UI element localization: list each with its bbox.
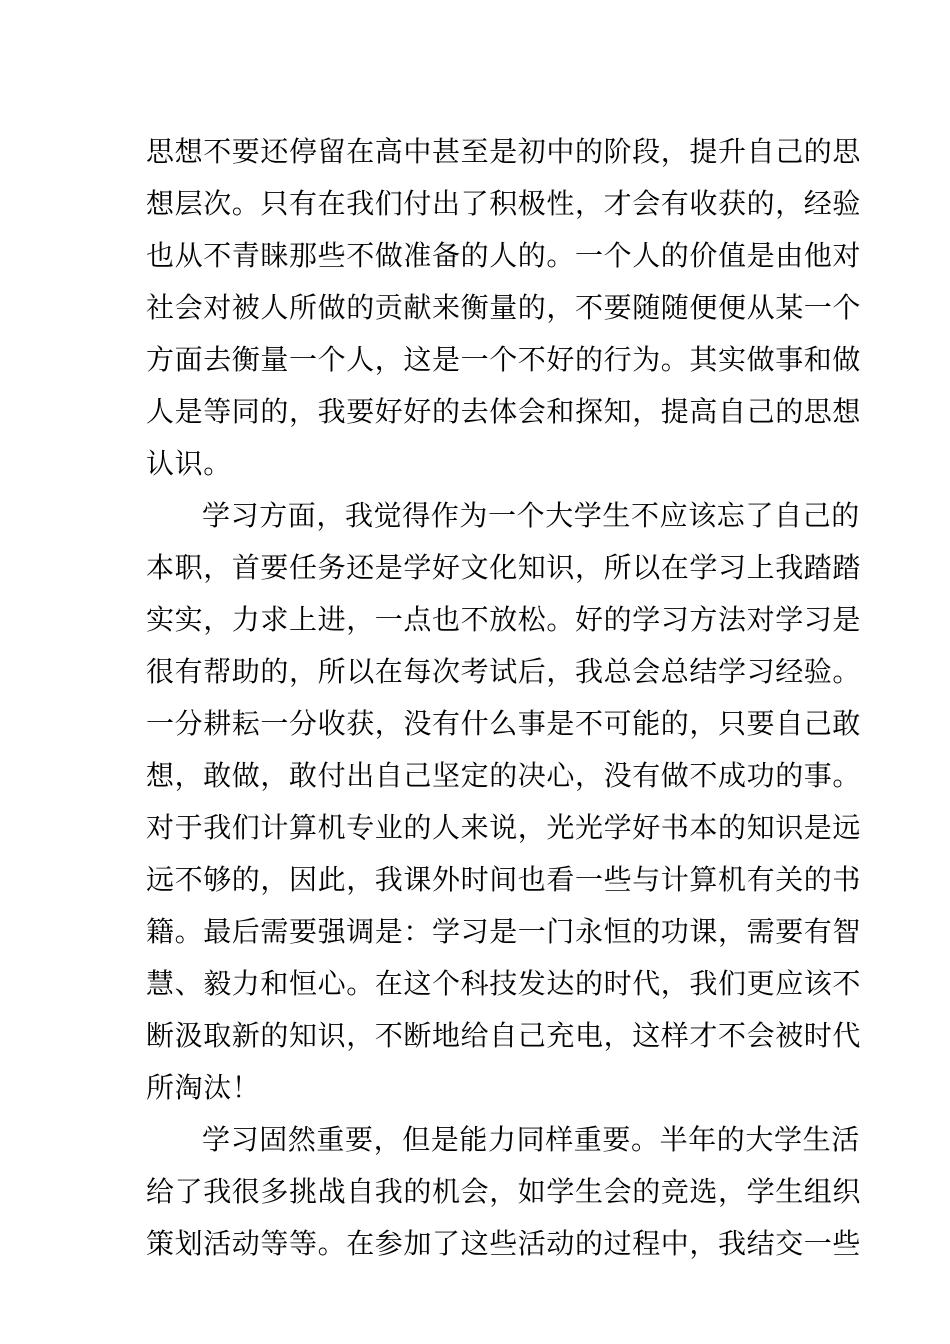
text-line: 远不够的，因此，我课外时间也看一些与计算机有关的书 bbox=[146, 863, 862, 896]
text-line: 慧、毅力和恒心。在这个科技发达的时代，我们更应该不 bbox=[146, 967, 862, 1000]
text-line: 策划活动等等。在参加了这些活动的过程中，我结交一些 bbox=[146, 1227, 862, 1260]
text-line: 对于我们计算机专业的人来说，光光学好书本的知识是远 bbox=[146, 811, 862, 844]
text-line: 籍。最后需要强调是：学习是一门永恒的功课，需要有智 bbox=[146, 915, 862, 948]
text-line: 方面去衡量一个人，这是一个不好的行为。其实做事和做 bbox=[146, 343, 862, 376]
text-line: 所淘汰！ bbox=[146, 1071, 261, 1104]
text-line: 实实，力求上进，一点也不放松。好的学习方法对学习是 bbox=[146, 603, 862, 636]
text-line: 想层次。只有在我们付出了积极性，才会有收获的，经验 bbox=[146, 187, 862, 220]
paragraph-first-line: 学习固然重要，但是能力同样重要。半年的大学生活 bbox=[202, 1123, 860, 1156]
paragraph-first-line: 学习方面，我觉得作为一个大学生不应该忘了自己的 bbox=[202, 499, 860, 532]
text-line: 认识。 bbox=[146, 447, 232, 480]
text-line: 社会对被人所做的贡献来衡量的，不要随随便便从某一个 bbox=[146, 291, 862, 324]
text-line: 一分耕耘一分收获，没有什么事是不可能的，只要自己敢 bbox=[146, 707, 862, 740]
text-line: 也从不青睐那些不做准备的人的。一个人的价值是由他对 bbox=[146, 239, 862, 272]
text-line: 本职，首要任务还是学好文化知识，所以在学习上我踏踏 bbox=[146, 551, 862, 584]
text-line: 给了我很多挑战自我的机会，如学生会的竞选，学生组织 bbox=[146, 1175, 862, 1208]
text-line: 思想不要还停留在高中甚至是初中的阶段，提升自己的思 bbox=[146, 135, 862, 168]
text-line: 很有帮助的，所以在每次考试后，我总会总结学习经验。 bbox=[146, 655, 862, 688]
text-line: 想，敢做，敢付出自己坚定的决心，没有做不成功的事。 bbox=[146, 759, 862, 792]
text-line: 断汲取新的知识，不断地给自己充电，这样才不会被时代 bbox=[146, 1019, 862, 1052]
text-line: 人是等同的，我要好好的去体会和探知，提高自己的思想 bbox=[146, 395, 862, 428]
